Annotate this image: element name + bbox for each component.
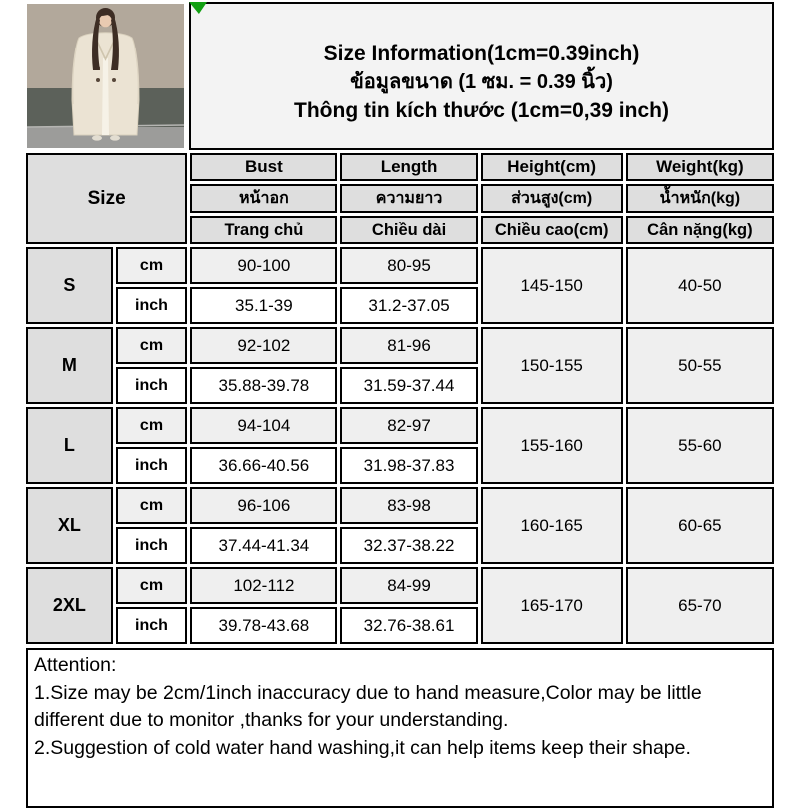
unit-inch-label: inch [116, 367, 188, 404]
unit-cm-label: cm [116, 247, 188, 284]
height-value: 145-150 [481, 247, 623, 324]
bust-cm-value: 94-104 [190, 407, 337, 444]
weight-value: 40-50 [626, 247, 774, 324]
height-value: 155-160 [481, 407, 623, 484]
bust-inch-value: 35.1-39 [190, 287, 337, 324]
model-photo-illustration [27, 4, 184, 148]
weight-value: 65-70 [626, 567, 774, 644]
face [99, 15, 112, 28]
size-value: L [26, 407, 113, 484]
col-header-bust-th: หน้าอก [190, 184, 337, 213]
unit-cm-label: cm [116, 407, 188, 444]
length-cm-value: 80-95 [340, 247, 477, 284]
bust-inch-value: 37.44-41.34 [190, 527, 337, 564]
bust-cm-value: 90-100 [190, 247, 337, 284]
length-cm-value: 83-98 [340, 487, 477, 524]
size-value: M [26, 327, 113, 404]
attention-note-1: 1.Size may be 2cm/1inch inaccuracy due to hand measure,Color may be little different due to monitor ,thanks for your understanding. [34, 681, 702, 732]
weight-value: 50-55 [626, 327, 774, 404]
attention-box [26, 648, 774, 808]
size-header: Size [26, 153, 187, 244]
col-header-bust-vi: Trang chủ [190, 216, 337, 244]
col-header-weight-en: Weight(kg) [626, 153, 774, 181]
title-english: Size Information(1cm=0.39inch) [323, 42, 640, 66]
height-value: 165-170 [481, 567, 623, 644]
col-header-height-th: ส่วนสูง(cm) [481, 184, 623, 213]
unit-cm-label: cm [116, 567, 188, 604]
col-header-weight-th: น้ำหนัก(kg) [626, 184, 774, 213]
col-header-bust-en: Bust [190, 153, 337, 181]
table-row-m-cm [26, 327, 774, 364]
length-inch-value: 32.76-38.61 [340, 607, 477, 644]
unit-inch-label: inch [116, 287, 188, 324]
length-inch-value: 31.98-37.83 [340, 447, 477, 484]
size-table [23, 150, 777, 647]
title-vietnamese: Thông tin kích thước (1cm=0,39 inch) [294, 98, 669, 122]
bust-inch-value: 39.78-43.68 [190, 607, 337, 644]
col-header-height-en: Height(cm) [481, 153, 623, 181]
unit-cm-label: cm [116, 327, 188, 364]
inner-dress [102, 58, 109, 135]
model-photo [26, 2, 189, 150]
shoe [92, 135, 102, 140]
corner-flag-icon [189, 2, 207, 14]
bust-cm-value: 102-112 [190, 567, 337, 604]
length-cm-value: 84-99 [340, 567, 477, 604]
unit-cm-label: cm [116, 487, 188, 524]
attention-note-2: 2.Suggestion of cold water hand washing,it can help items keep their shape. [34, 737, 691, 760]
length-cm-value: 82-97 [340, 407, 477, 444]
length-inch-value: 32.37-38.22 [340, 527, 477, 564]
table-row-s-cm [26, 247, 774, 284]
top-section [26, 2, 774, 150]
col-header-weight-vi: Cân nặng(kg) [626, 216, 774, 244]
table-row-xl-cm [26, 487, 774, 524]
unit-inch-label: inch [116, 447, 188, 484]
coat-button [112, 78, 116, 82]
length-inch-value: 31.59-37.44 [340, 367, 477, 404]
col-header-length-vi: Chiều dài [340, 216, 477, 244]
col-header-length-th: ความยาว [340, 184, 477, 213]
title-panel [189, 2, 774, 150]
size-chart-sheet [26, 2, 774, 808]
weight-value: 60-65 [626, 487, 774, 564]
size-value: 2XL [26, 567, 113, 644]
height-value: 150-155 [481, 327, 623, 404]
col-header-height-vi: Chiều cao(cm) [481, 216, 623, 244]
size-value: S [26, 247, 113, 324]
length-cm-value: 81-96 [340, 327, 477, 364]
table-row-l-cm [26, 407, 774, 444]
coat-button [96, 78, 100, 82]
size-value: XL [26, 487, 113, 564]
header-row-en [26, 153, 774, 181]
weight-value: 55-60 [626, 407, 774, 484]
bust-inch-value: 36.66-40.56 [190, 447, 337, 484]
table-row-2xl-cm [26, 567, 774, 604]
shoe [110, 135, 120, 140]
height-value: 160-165 [481, 487, 623, 564]
unit-inch-label: inch [116, 527, 188, 564]
length-inch-value: 31.2-37.05 [340, 287, 477, 324]
col-header-length-en: Length [340, 153, 477, 181]
bust-inch-value: 35.88-39.78 [190, 367, 337, 404]
title-thai: ข้อมูลขนาด (1 ซม. = 0.39 นิ้ว) [350, 71, 613, 94]
bust-cm-value: 92-102 [190, 327, 337, 364]
bust-cm-value: 96-106 [190, 487, 337, 524]
attention-heading: Attention: [34, 654, 117, 676]
unit-inch-label: inch [116, 607, 188, 644]
